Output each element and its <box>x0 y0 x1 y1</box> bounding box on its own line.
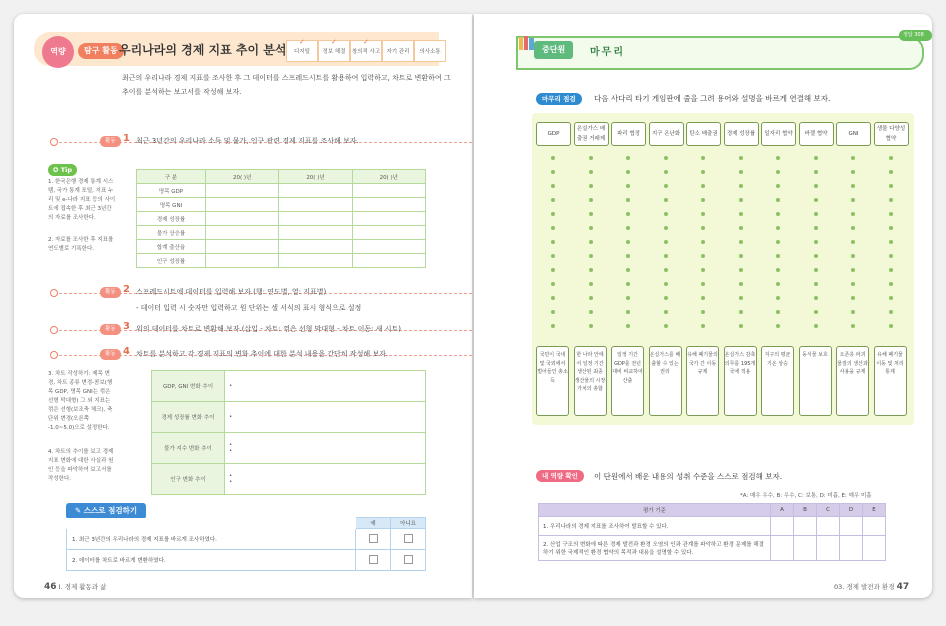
table-header: 구 분 20( )년 20( )년 20( )년 <box>137 170 426 184</box>
ladder-dot[interactable] <box>814 324 818 328</box>
table-row: 합계 출산율 <box>137 240 426 254</box>
ladder-dot[interactable] <box>701 310 705 314</box>
ladder-dot[interactable] <box>889 240 893 244</box>
ladder-dot[interactable] <box>626 268 630 272</box>
ladder-dot[interactable] <box>551 184 555 188</box>
table-row: 인구 변화 추이 • • <box>152 464 426 495</box>
ladder-dot[interactable] <box>626 254 630 258</box>
step-number: 4 <box>123 346 130 357</box>
ladder-dot[interactable] <box>701 212 705 216</box>
step-text: 차트를 분석하고 각 경제 지표의 변화 추이에 대한 분석 내용을 간단히 작성해 보자. <box>136 350 389 358</box>
ladder-dot[interactable] <box>589 226 593 230</box>
ladder-dot[interactable] <box>664 170 668 174</box>
ladder-dot[interactable] <box>889 198 893 202</box>
step-subtext: - 데이터 입력 시 숫자만 입력하고 원 단위는 셀 서식의 표시 형식으로 설정 <box>136 304 362 312</box>
ladder-dot[interactable] <box>701 184 705 188</box>
ladder-dot[interactable] <box>776 254 780 258</box>
competency-badge: 역량 <box>42 36 74 68</box>
ladder-dot[interactable] <box>851 198 855 202</box>
eval-instruction: 이 단원에서 배운 내용의 성취 수준을 스스로 점검해 보자. <box>594 472 783 481</box>
ladder-dot[interactable] <box>851 156 855 160</box>
ladder-dot[interactable] <box>589 198 593 202</box>
chart-note: 3. 차트 작성하기: 제목 변경, 차트 종류 변경-콤보(행목 GDP, 명목 GNI는 꺾은 선형 막대형) 그 외 지표는 꺾은 선형(보조축 체크), 축 단위 변경(오른쪽 -1.0~5.0)으로 설정한다. <box>48 371 113 431</box>
ladder-dot[interactable] <box>889 310 893 314</box>
ladder-dot[interactable] <box>889 184 893 188</box>
tag-communication: 의사소통 <box>414 40 446 62</box>
tip-note: 2. 자료를 조사한 후 지표를 연도별로 기록한다. <box>48 237 114 252</box>
ladder-dot[interactable] <box>776 156 780 160</box>
ladder-dot[interactable] <box>776 240 780 244</box>
ladder-dot[interactable] <box>776 170 780 174</box>
ladder-dot[interactable] <box>664 198 668 202</box>
ladder-dot[interactable] <box>851 212 855 216</box>
ladder-dot[interactable] <box>589 184 593 188</box>
ladder-term[interactable]: 일자리 협약 <box>761 122 796 146</box>
ladder-dot[interactable] <box>551 212 555 216</box>
tip-badge: ✪ Tip <box>48 164 77 176</box>
tag-self: 자기 관리 <box>382 40 414 62</box>
ladder-dot[interactable] <box>851 296 855 300</box>
ladder-dot[interactable] <box>551 268 555 272</box>
ladder-dot[interactable] <box>701 268 705 272</box>
table-header: 예 아니요 <box>67 518 426 529</box>
ladder-term[interactable]: GDP <box>536 122 571 146</box>
self-check-title: ✎ 스스로 점검하기 <box>66 503 146 519</box>
ladder-dot[interactable] <box>701 296 705 300</box>
ladder-dot[interactable] <box>851 254 855 258</box>
eval-tag: 내 역량 확인 <box>536 470 584 482</box>
table-row: 경제 성장률 <box>137 212 426 226</box>
ladder-dot[interactable] <box>889 268 893 272</box>
ladder-dot[interactable] <box>589 310 593 314</box>
ladder-dot[interactable] <box>776 212 780 216</box>
ladder-dot[interactable] <box>851 310 855 314</box>
step-marker <box>50 138 58 146</box>
step-tag: 활동 <box>100 349 121 360</box>
ladder-description[interactable]: 온실가스 감축 의무를 195개국에 적용 <box>724 346 757 416</box>
review-tag: 마무리 점검 <box>536 93 582 105</box>
ladder-term[interactable]: 바젤 협약 <box>799 122 834 146</box>
ladder-dot[interactable] <box>664 240 668 244</box>
ladder-dot[interactable] <box>589 282 593 286</box>
step-marker <box>50 351 58 359</box>
step-tag: 활동 <box>100 136 121 147</box>
ladder-dot[interactable] <box>664 296 668 300</box>
table-row: 명목 GDP <box>137 184 426 198</box>
ladder-dot[interactable] <box>551 324 555 328</box>
ladder-dot[interactable] <box>851 268 855 272</box>
table-row: 물가 상승률 <box>137 226 426 240</box>
step-text: 위의 데이터를 차트로 변환해 보자.(삽입 - 차트: 꺾은 선형 막대형 - 차트 이동: 새 시트) <box>136 325 401 333</box>
ladder-dot[interactable] <box>739 282 743 286</box>
ladder-term[interactable]: 경제 성장률 <box>724 122 759 146</box>
ladder-dot[interactable] <box>776 226 780 230</box>
section-badge: 중단원 <box>534 41 573 59</box>
ladder-dot[interactable] <box>889 170 893 174</box>
step-number: 3 <box>123 321 130 332</box>
analysis-table <box>151 370 426 495</box>
ladder-dot[interactable] <box>626 156 630 160</box>
ladder-dot[interactable] <box>589 240 593 244</box>
table-row: 2. 데이터를 차트로 바르게 변환하였다. <box>67 550 426 571</box>
table-row: 명목 GNI <box>137 198 426 212</box>
ladder-dot[interactable] <box>739 198 743 202</box>
page-title: 우리나라의 경제 지표 추이 분석 <box>119 43 287 57</box>
table-row: 1. 우리나라의 경제 지표를 조사하여 발표할 수 있다. <box>539 517 886 536</box>
table-row: 1. 최근 3년간의 우리나라의 경제 지표를 바르게 조사하였다. <box>67 529 426 550</box>
ladder-term[interactable]: 온실가스 배출권 거래제 <box>574 122 609 146</box>
tip-note: 1. 한국은행 경제 통계 시스템, 국가 통계 포털, 지표 누리 및 e-나라 지표 등의 사이트에 접속한 후 최근 3년간의 자료를 조사한다. <box>48 179 116 221</box>
ladder-dot[interactable] <box>626 170 630 174</box>
ladder-dot[interactable] <box>551 156 555 160</box>
ladder-dot[interactable] <box>589 268 593 272</box>
step-number: 1 <box>123 133 130 144</box>
ladder-dot[interactable] <box>551 226 555 230</box>
table-row: 2. 산업 구조의 변화에 따른 경제 발전과 환경 오염의 인과 관계를 파악하고 환경 문제를 해결하기 위한 국제적인 환경 협약의 목적과 내용을 설명할 수 있다. <box>539 536 886 561</box>
ladder-dot[interactable] <box>889 226 893 230</box>
ladder-dot[interactable] <box>664 184 668 188</box>
ladder-dot[interactable] <box>851 240 855 244</box>
ladder-dot[interactable] <box>851 324 855 328</box>
ladder-dot[interactable] <box>551 170 555 174</box>
ladder-dot[interactable] <box>739 268 743 272</box>
ladder-dot[interactable] <box>589 254 593 258</box>
step-number: 2 <box>123 284 130 295</box>
grade-legend: *A: 매우 우수, B: 우수, C: 보통, D: 미흡, E: 매우 미흡 <box>740 493 872 499</box>
ladder-dot[interactable] <box>626 282 630 286</box>
ladder-dot[interactable] <box>589 156 593 160</box>
section-title: 마무리 <box>590 47 625 58</box>
self-check-table <box>66 517 426 571</box>
ladder-dot[interactable] <box>551 282 555 286</box>
ladder-dot[interactable] <box>589 212 593 216</box>
section-header <box>516 36 924 70</box>
ladder-description[interactable]: 오존층 파괴 물질의 생산과 사용을 규제 <box>836 346 869 416</box>
ladder-dot[interactable] <box>739 226 743 230</box>
ladder-dot[interactable] <box>739 310 743 314</box>
step-text: 스프레드시트에 데이터를 입력해 보자.(행: 연도별, 열: 지표별) <box>136 288 327 296</box>
ladder-dot[interactable] <box>664 254 668 258</box>
check-icon: ✓ <box>299 38 305 46</box>
ladder-dot[interactable] <box>701 240 705 244</box>
no-checkbox[interactable] <box>404 555 413 564</box>
ladder-dot[interactable] <box>739 212 743 216</box>
ladder-term[interactable]: GNI <box>836 122 871 146</box>
left-page <box>14 14 472 598</box>
ladder-term[interactable]: 지구 온난화 <box>649 122 684 146</box>
ladder-dot[interactable] <box>664 310 668 314</box>
ladder-dot[interactable] <box>551 254 555 258</box>
intro-text: 최근의 우리나라 경제 지표를 조사한 후 그 데이터를 스프레드시트를 활용하여 입력하고, 차트로 변환하여 그 추이를 분석하는 보고서를 작성해 보자. <box>122 74 451 96</box>
ladder-description[interactable]: 온실가스를 배출할 수 있는 권리 <box>649 346 682 416</box>
ladder-description[interactable]: 한 나라 안에서 일정 기간 생산된 최종 생산물의 시장 가치의 총합 <box>574 346 607 416</box>
ladder-dot[interactable] <box>776 324 780 328</box>
ladder-dot[interactable] <box>814 226 818 230</box>
ladder-dot[interactable] <box>851 282 855 286</box>
ladder-description[interactable]: 유해 폐기물 이동 및 처리 통제 <box>874 346 907 416</box>
ladder-dot[interactable] <box>814 184 818 188</box>
ladder-dot[interactable] <box>551 296 555 300</box>
ladder-dot[interactable] <box>664 156 668 160</box>
ladder-dot[interactable] <box>889 254 893 258</box>
yes-checkbox[interactable] <box>369 534 378 543</box>
ladder-dot[interactable] <box>551 240 555 244</box>
ladder-dot[interactable] <box>664 282 668 286</box>
ladder-dot[interactable] <box>664 324 668 328</box>
ladder-dot[interactable] <box>889 296 893 300</box>
ladder-dot[interactable] <box>626 184 630 188</box>
step-tag: 활동 <box>100 324 121 335</box>
ladder-dot[interactable] <box>626 296 630 300</box>
ladder-description[interactable]: 국민이 국내 및 국외에서 벌어들인 총소득 <box>536 346 569 416</box>
ladder-dot[interactable] <box>814 240 818 244</box>
ladder-dot[interactable] <box>701 170 705 174</box>
check-icon: ✓ <box>331 38 337 46</box>
ladder-dot[interactable] <box>626 226 630 230</box>
ladder-dot[interactable] <box>589 296 593 300</box>
ladder-dot[interactable] <box>889 212 893 216</box>
ladder-dot[interactable] <box>739 170 743 174</box>
ladder-dot[interactable] <box>814 282 818 286</box>
ladder-description[interactable]: 동식물 보호 <box>799 346 832 416</box>
ladder-dot[interactable] <box>739 324 743 328</box>
tag-digital: ✓ 디지털 <box>286 40 318 62</box>
ladder-dot[interactable] <box>776 310 780 314</box>
instruction: 다음 사다리 타기 게임판에 줄을 그려 용어와 설명을 바르게 연결해 보자. <box>594 94 831 103</box>
table-row: 경제 성장률 변화 추이 • <box>152 402 426 433</box>
ladder-dot[interactable] <box>851 170 855 174</box>
ladder-dot[interactable] <box>701 156 705 160</box>
ladder-dot[interactable] <box>814 296 818 300</box>
ladder-dot[interactable] <box>814 268 818 272</box>
activity-tag: 탐구 활동 <box>78 43 124 59</box>
ladder-dot[interactable] <box>626 198 630 202</box>
ladder-description[interactable]: 유해 폐기물의 국가 간 이동 규제 <box>686 346 719 416</box>
ladder-dot[interactable] <box>551 310 555 314</box>
step-text: 최근 3년간의 우리나라 소득 및 물가, 인구 관련 경제 지표를 조사해 보자. <box>136 137 359 145</box>
yes-checkbox[interactable] <box>369 555 378 564</box>
ladder-dot[interactable] <box>814 198 818 202</box>
indicator-table <box>136 169 426 268</box>
right-page <box>474 14 932 598</box>
ladder-dot[interactable] <box>701 226 705 230</box>
step-tag: 활동 <box>100 287 121 298</box>
ladder-dot[interactable] <box>814 310 818 314</box>
ladder-term[interactable]: 파리 협정 <box>611 122 646 146</box>
step-marker <box>50 326 58 334</box>
ladder-dot[interactable] <box>664 212 668 216</box>
ladder-dot[interactable] <box>814 156 818 160</box>
ladder-dot[interactable] <box>664 226 668 230</box>
right-footer: 03. 경제 발전과 환경 47 <box>834 582 910 592</box>
ladder-dot[interactable] <box>889 324 893 328</box>
ladder-dot[interactable] <box>851 184 855 188</box>
ladder-dot[interactable] <box>776 296 780 300</box>
ladder-dot[interactable] <box>776 268 780 272</box>
ladder-dot[interactable] <box>739 296 743 300</box>
no-checkbox[interactable] <box>404 534 413 543</box>
check-icon: ✓ <box>363 38 369 46</box>
ladder-dot[interactable] <box>889 282 893 286</box>
table-row: GDP, GNI 변화 추이 • <box>152 371 426 402</box>
ladder-term[interactable]: 탄소 배출권 <box>686 122 721 146</box>
ladder-dot[interactable] <box>626 310 630 314</box>
ladder-dot[interactable] <box>626 240 630 244</box>
ladder-dot[interactable] <box>814 254 818 258</box>
ladder-dot[interactable] <box>851 226 855 230</box>
ladder-dot[interactable] <box>776 198 780 202</box>
ladder-description[interactable]: 일정 기간 GDP를 전년 대비 비교하여 산출 <box>611 346 644 416</box>
ladder-dot[interactable] <box>814 170 818 174</box>
ladder-dot[interactable] <box>739 184 743 188</box>
table-row: 인구 성장률 <box>137 254 426 268</box>
ladder-dot[interactable] <box>664 268 668 272</box>
ladder-dot[interactable] <box>701 254 705 258</box>
ladder-dot[interactable] <box>589 170 593 174</box>
ladder-dot[interactable] <box>776 282 780 286</box>
ladder-dot[interactable] <box>701 324 705 328</box>
ladder-dot[interactable] <box>814 212 818 216</box>
ladder-dot[interactable] <box>626 212 630 216</box>
evaluation-table <box>538 503 886 561</box>
ladder-dot[interactable] <box>739 240 743 244</box>
ladder-dot[interactable] <box>889 156 893 160</box>
ladder-dot[interactable] <box>739 156 743 160</box>
ladder-term[interactable]: 생물 다양성 협약 <box>874 122 909 146</box>
answer-ref: 정답 308쪽 <box>899 30 932 41</box>
chart-note: 4. 차트의 추이를 보고 경제 지표 변화에 대한 사실과 원인 등을 파악하여 보고서를 작성한다. <box>48 449 114 482</box>
ladder-dot[interactable] <box>739 254 743 258</box>
tag-creative: ✓ 창의적 사고 <box>350 40 382 62</box>
table-row: 물가 지수 변화 추이 • • <box>152 433 426 464</box>
tag-problem: ✓ 정보 해결 <box>318 40 350 62</box>
ladder-dot[interactable] <box>776 184 780 188</box>
ladder-dot[interactable] <box>589 324 593 328</box>
step-marker <box>50 289 58 297</box>
ladder-dot[interactable] <box>701 198 705 202</box>
ladder-dot[interactable] <box>551 198 555 202</box>
left-footer: 46 I. 경제 활동과 삶 <box>44 582 107 592</box>
table-header: 평가 기준 A B C D E <box>539 504 886 517</box>
ladder-dot[interactable] <box>701 282 705 286</box>
ladder-dot[interactable] <box>626 324 630 328</box>
ladder-description[interactable]: 지구의 평균 기온 상승 <box>761 346 794 416</box>
